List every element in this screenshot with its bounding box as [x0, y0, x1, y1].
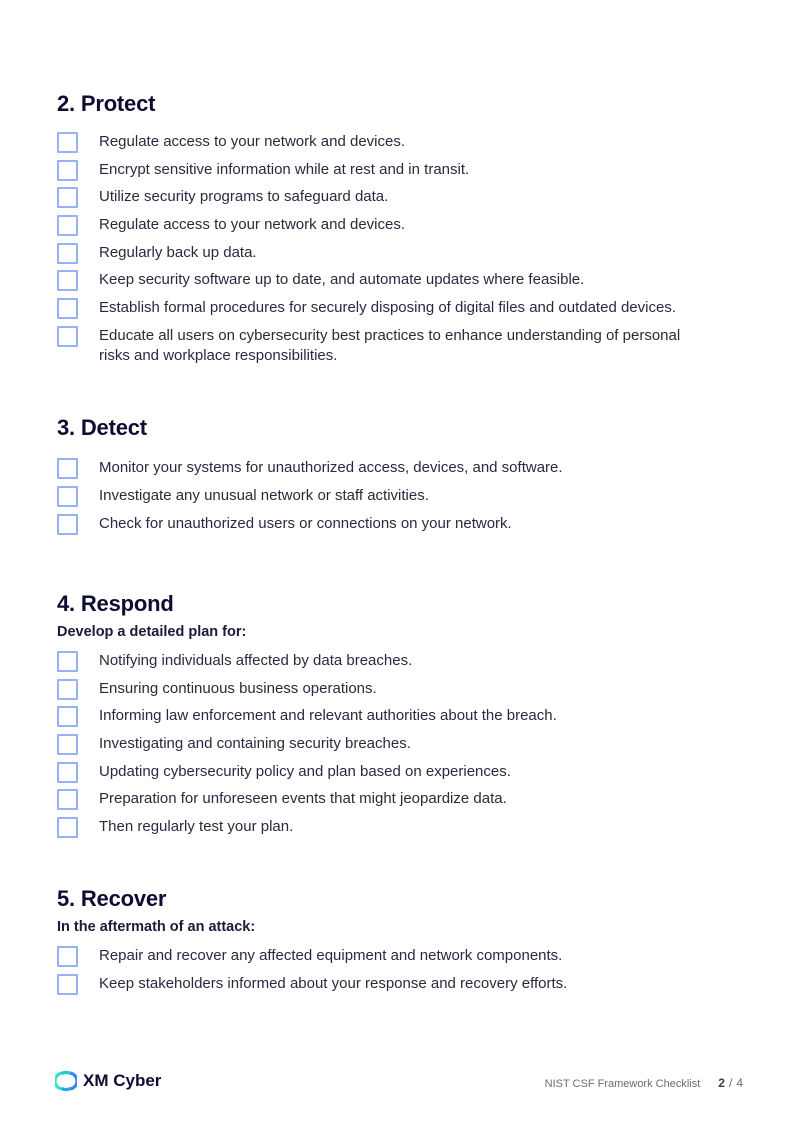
checklist-item-text: Repair and recover any affected equipment and network components.: [99, 947, 563, 964]
page-number-current: 2: [718, 1076, 725, 1090]
checkbox[interactable]: [57, 458, 78, 479]
checkbox[interactable]: [57, 514, 78, 535]
checkbox[interactable]: [57, 946, 78, 967]
checklist-item-text: Keep stakeholders informed about your response and recovery efforts.: [99, 975, 568, 992]
page-number-total: 4: [736, 1076, 743, 1090]
checklist-item-text: Regularly back up data.: [99, 244, 257, 261]
checklist-item-text: Preparation for unforeseen events that might jeopardize data.: [99, 790, 507, 807]
checklist-item-text: Ensuring continuous business operations.: [99, 680, 377, 697]
checkbox[interactable]: [57, 243, 78, 264]
section-subtitle: In the aftermath of an attack:: [57, 919, 256, 935]
page-number-separator: /: [728, 1076, 733, 1090]
document-name: NIST CSF Framework Checklist: [544, 1078, 701, 1090]
checklist-item-text: Regulate access to your network and devices.: [99, 216, 405, 233]
checkbox[interactable]: [57, 762, 78, 783]
checklist-item-text: Regulate access to your network and devices.: [99, 133, 405, 150]
checklist-item-text: Informing law enforcement and relevant authorities about the breach.: [99, 707, 557, 724]
checklist-item-text: Updating cybersecurity policy and plan based on experiences.: [99, 763, 511, 780]
checklist-item-text: Then regularly test your plan.: [99, 818, 294, 835]
checkbox[interactable]: [57, 270, 78, 291]
checkbox[interactable]: [57, 486, 78, 507]
checkbox[interactable]: [57, 817, 78, 838]
checkbox[interactable]: [57, 160, 78, 181]
xm-cyber-logo-icon: [55, 1070, 77, 1092]
checklist-item-text: Encrypt sensitive information while at rest and in transit.: [99, 161, 470, 178]
checkbox[interactable]: [57, 789, 78, 810]
section-respond: [57, 590, 757, 835]
checkbox[interactable]: [57, 679, 78, 700]
checkbox[interactable]: [57, 974, 78, 995]
checkbox[interactable]: [57, 706, 78, 727]
checkbox[interactable]: [57, 734, 78, 755]
section-title: 4. Respond: [57, 591, 174, 616]
checklist-item-text: Investigate any unusual network or staff activities.: [99, 487, 429, 504]
checkbox[interactable]: [57, 132, 78, 153]
checkbox[interactable]: [57, 298, 78, 319]
checklist-item-text: Investigating and containing security breaches.: [99, 735, 411, 752]
section-detect: [57, 414, 757, 532]
checklist-item-text: Notifying individuals affected by data breaches.: [99, 652, 413, 669]
section-title: 3. Detect: [57, 415, 147, 440]
section-recover: [57, 885, 757, 992]
checklist-item-text: Monitor your systems for unauthorized access, devices, and software.: [99, 459, 563, 476]
brand-logo: [55, 1070, 161, 1092]
checkbox[interactable]: [57, 651, 78, 672]
checkbox[interactable]: [57, 215, 78, 236]
checklist-item-text: Educate all users on cybersecurity best practices to enhance understanding of personal risks and workplace responsibilities.: [99, 327, 681, 364]
page-footer: [545, 1076, 743, 1090]
checkbox[interactable]: [57, 326, 78, 347]
checklist-item-text: Establish formal procedures for securely disposing of digital files and outdated devices.: [99, 299, 676, 316]
checklist-item-text: Check for unauthorized users or connections on your network.: [99, 515, 512, 532]
checklist-item-text: Utilize security programs to safeguard data.: [99, 188, 389, 205]
section-subtitle: Develop a detailed plan for:: [57, 624, 247, 640]
section-title: 5. Recover: [57, 886, 167, 911]
brand-name: XM Cyber: [83, 1071, 162, 1090]
section-protect: [57, 90, 757, 364]
section-title: 2. Protect: [57, 91, 156, 116]
checklist-item-text: Keep security software up to date, and automate updates where feasible.: [99, 271, 585, 288]
checkbox[interactable]: [57, 187, 78, 208]
